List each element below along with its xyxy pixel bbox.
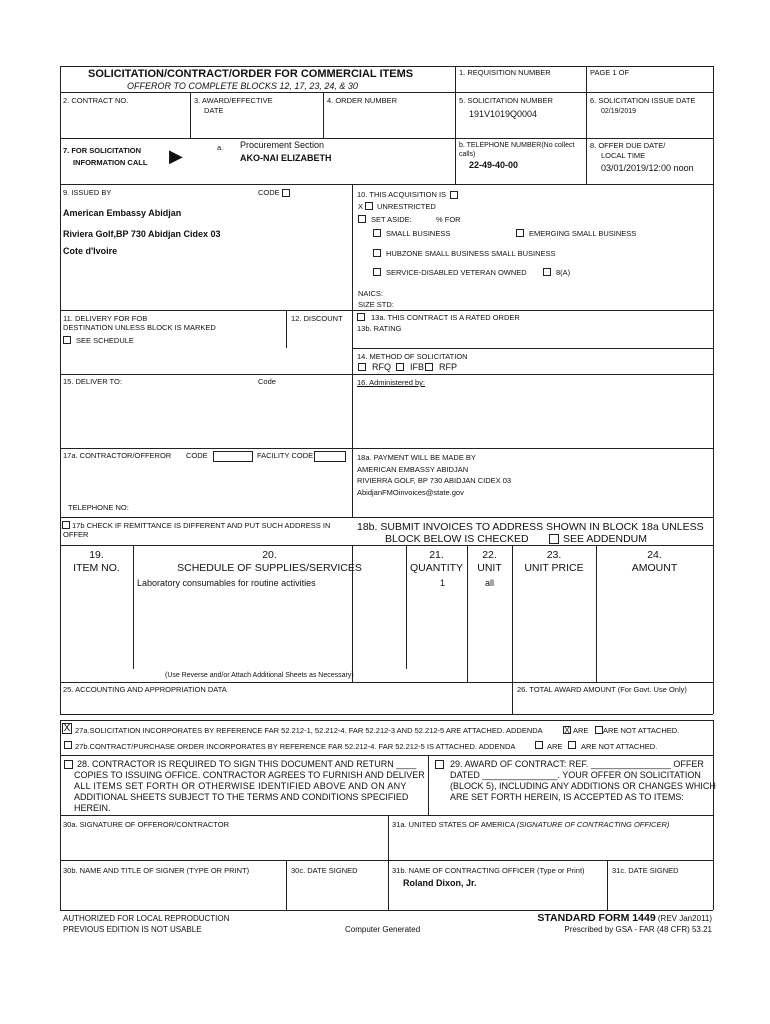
unrestricted-label: UNRESTRICTED [377,202,436,211]
29-line-4: ARE SET FORTH HEREIN, IS ACCEPTED AS TO ITEMS: [450,792,684,802]
unrestricted-mark: X [358,202,364,211]
col-22-num: 22. [482,549,497,561]
issue-date: 02/19/2019 [601,108,637,115]
size-std-label: SIZE STD: [358,300,394,309]
27a-text: 27a.SOLICITATION INCORPORATES BY REFERENCE FAR 52.212-1, 52.212-4. FAR 52.212-3 AND 52.212-5 ARE ATTACHED. ADDENDA [75,726,543,735]
27a-are-label: ARE [573,726,589,735]
27b-are-label: ARE [547,742,563,751]
unrestricted-checkbox[interactable] [365,202,373,210]
rated-order-checkbox[interactable] [357,313,365,321]
issue-date-label: 6. SOLICITATION ISSUE DATE [590,96,696,105]
award-date-label-2: DATE [204,106,224,115]
col-19-num: 19. [89,549,104,561]
form-subtitle: OFFEROR TO COMPLETE BLOCKS 12, 17, 23, 24, & 30 [127,81,358,91]
hubzone-checkbox[interactable] [373,249,381,257]
27b-text: 27b.CONTRACT/PURCHASE ORDER INCORPORATES BY REFERENCE FAR 52.212-4. FAR 52.212-5 IS ATTACHED. ADDENDA [75,742,516,751]
28-line-5: HEREIN. [74,803,111,813]
rfq-checkbox[interactable] [358,363,366,371]
31a-italic: (SIGNATURE OF CONTRACTING OFFICER) [516,820,670,829]
contractor-code-field[interactable] [213,451,253,462]
local-time-label: LOCAL TIME [601,151,646,160]
form-name-line [537,912,712,924]
col-22-label: UNIT [477,562,502,574]
see-schedule-label: SEE SCHEDULE [76,336,134,345]
col-20-label: SCHEDULE OF SUPPLIES/SERVICES [177,562,362,574]
remittance-checkbox[interactable] [62,521,70,529]
contractor-label: 17a. CONTRACTOR/OFFEROR [63,451,172,460]
contracting-officer-name: Roland Dixon, Jr. [403,878,477,888]
29-line-1: 29. AWARD OF CONTRACT: REF. ________________ OFFER [450,759,704,769]
item-quantity: 1 [439,578,445,588]
remittance-label: 17b CHECK IF REMITTANCE IS DIFFERENT AND PUT SUCH ADDRESS IN [72,521,331,530]
small-business-label: SMALL BUSINESS [386,229,451,238]
acquisition-label: 10. THIS ACQUISITION IS [357,190,447,199]
issuer-line-1: American Embassy Abidjan [63,208,182,218]
telephone-number: 22-49-40-00 [469,160,519,170]
eight-a-checkbox[interactable] [543,268,551,276]
deliver-to-label: 15. DELIVER TO: [63,377,122,386]
footer-left-2: PREVIOUS EDITION IS NOT USABLE [63,925,202,934]
30b-label: 30b. NAME AND TITLE OF SIGNER (TYPE OR PRINT) [63,866,250,875]
30c-label: 30c. DATE SIGNED [291,866,358,875]
item-description: Laboratory consumables for routine activities [137,578,316,588]
form-name: STANDARD FORM 1449 [537,912,656,924]
rated-order-label: 13a. THIS CONTRACT IS A RATED ORDER [371,313,520,322]
method-label: 14. METHOD OF SOLICITATION [357,352,468,361]
total-award-label: 26. TOTAL AWARD AMOUNT (For Govt. Use Only) [517,685,687,694]
28-line-4: ADDITIONAL SHEETS SUBJECT TO THE TERMS AND CONDITIONS SPECIFIED [74,792,409,802]
issued-by-code-label: CODE [258,188,280,197]
27a-are-checkbox[interactable]: X [564,726,570,735]
arrow-right-icon: ▶ [169,146,183,166]
form-title: SOLICITATION/CONTRACT/ORDER FOR COMMERCIAL ITEMS [88,68,414,80]
col-21-label: QUANTITY [409,562,464,574]
issued-by-label: 9. ISSUED BY [63,188,112,197]
solicitation-number: 191V1019Q0004 [469,109,538,119]
rfp-label: RFP [439,362,457,372]
submit-invoices-label: 18b. SUBMIT INVOICES TO ADDRESS SHOWN IN BLOCK 18a UNLESS [357,521,704,533]
rfp-checkbox[interactable] [425,363,433,371]
form-rev: (REV Jan2011) [655,914,712,923]
delivery-fob-label: 11. DELIVERY FOR FOB [63,314,148,323]
order-number-label: 4. ORDER NUMBER [327,96,398,105]
telephone-label: b. TELEPHONE NUMBER(No collect calls) [459,142,575,158]
discount-label: 12. DISCOUNT [291,314,343,323]
telephone-no-label: TELEPHONE NO: [68,503,129,512]
payment-email: AbidjanFMOinvoices@state.gov [357,488,464,497]
hubzone-label: HUBZONE SMALL BUSINESS SMALL BUSINESS [386,249,556,258]
prescribed-by: Prescribed by GSA - FAR (48 CFR) 53.21 [564,925,712,934]
28-line-3: ALL ITEMS SET FORTH OR OTHERWISE IDENTIFIED ABOVE AND ON ANY [74,781,407,791]
name-label: a. [217,143,224,152]
see-schedule-checkbox[interactable] [63,336,71,344]
col-24-num: 24. [647,549,662,561]
27b-not-checkbox[interactable] [568,741,576,749]
facility-code-label: FACILITY CODE [257,451,314,460]
28-line-2: COPIES TO ISSUING OFFICE. CONTRACTOR AGREES TO FURNISH AND DELIVER [74,770,425,780]
small-business-checkbox[interactable] [373,229,381,237]
30a-label: 30a. SIGNATURE OF OFFEROR/CONTRACTOR [63,820,229,829]
col-24-label: AMOUNT [631,562,678,574]
sdvosb-checkbox[interactable] [373,268,381,276]
col-19-label: ITEM NO. [73,562,120,574]
schedule-note: (Use Reverse and/or Attach Additional Sheets as Necessary) [165,672,354,679]
deliver-to-code-label: Code [258,377,276,386]
facility-code-field[interactable] [314,451,346,462]
issued-by-code-box[interactable] [282,189,290,197]
28-line-1: 28. CONTRACTOR IS REQUIRED TO SIGN THIS DOCUMENT AND RETURN ____ [77,759,417,769]
delivery-fob-label-2: DESTINATION UNLESS BLOCK IS MARKED [63,323,216,332]
rating-label: 13b. RATING [357,324,402,333]
ifb-label: IFB [410,362,425,372]
see-addendum-checkbox[interactable] [549,534,559,544]
col-20-num: 20. [262,549,277,561]
27a-not-label: ARE NOT ATTACHED. [603,726,680,735]
27b-checkbox[interactable] [64,741,72,749]
contact-section: Procurement Section [240,140,325,150]
remittance-label-2: OFFER [63,530,89,539]
27b-are-checkbox[interactable] [535,741,543,749]
col-23-label: UNIT PRICE [524,562,584,574]
administered-by-label: 16. Administered by: [357,378,425,387]
col-21-num: 21. [429,549,444,561]
acquisition-box [450,191,458,199]
issuer-line-2: Riviera Golf,BP 730 Abidjan Cidex 03 [63,229,221,239]
offer-due-label: 8. OFFER DUE DATE/ [590,141,666,150]
ifb-checkbox[interactable] [396,363,404,371]
footer-left-1: AUTHORIZED FOR LOCAL REPRODUCTION [63,914,230,923]
set-aside-checkbox[interactable] [358,215,366,223]
award-date-label: 3. AWARD/EFFECTIVE [194,96,273,105]
sdvosb-label: SERVICE-DISABLED VETERAN OWNED [386,268,527,277]
percent-for-label: % FOR [436,215,461,224]
item-unit: all [484,578,494,588]
29-line-2: DATED _______________. YOUR OFFER ON SOLICITATION [450,770,701,780]
28-checkbox[interactable] [64,760,73,769]
emerging-label: EMERGING SMALL BUSINESS [529,229,637,238]
eight-a-label: 8(A) [556,268,571,277]
offer-due-value: 03/01/2019/12:00 noon [601,163,694,173]
31a-label [392,820,669,829]
contractor-code-label: CODE [186,451,208,460]
information-call-label: INFORMATION CALL [73,158,148,167]
requisition-number-label: 1. REQUISITION NUMBER [459,68,551,77]
31a-prefix: 31a. UNITED STATES OF AMERICA [392,820,517,829]
payment-line-2: RIVIERRA GOLF, BP 730 ABIDJAN CIDEX 03 [357,476,512,485]
27b-not-label: ARE NOT ATTACHED. [581,742,658,751]
see-addendum-label: SEE ADDENDUM [563,533,648,545]
27a-checkbox[interactable]: X [63,723,71,734]
contract-no-label: 2. CONTRACT NO. [63,96,129,105]
block-below-label: BLOCK BELOW IS CHECKED [385,533,529,545]
emerging-checkbox[interactable] [516,229,524,237]
31b-label: 31b. NAME OF CONTRACTING OFFICER (Type or Print) [392,866,585,875]
27a-not-checkbox[interactable] [595,726,603,734]
footer-center: Computer Generated [345,925,421,934]
solicitation-call-label: 7. FOR SOLICITATION [63,146,142,155]
accounting-label: 25. ACCOUNTING AND APPROPRIATION DATA [63,685,227,694]
col-23-num: 23. [546,549,562,561]
contact-name: AKO-NAI ELIZABETH [240,153,332,163]
29-checkbox[interactable] [435,760,444,769]
rfq-label: RFQ [372,362,391,372]
payment-line-1: AMERICAN EMBASSY ABIDJAN [357,465,469,474]
solicitation-number-label: 5. SOLICITATION NUMBER [459,96,553,105]
page-label: PAGE 1 OF [590,68,630,77]
issuer-line-3: Cote d'Ivoire [63,246,118,256]
31c-label: 31c. DATE SIGNED [612,866,679,875]
naics-label: NAICS: [358,289,384,298]
payment-label: 18a. PAYMENT WILL BE MADE BY [357,453,476,462]
set-aside-label: SET ASIDE: [371,215,412,224]
29-line-3: (BLOCK 5), INCLUDING ANY ADDITIONS OR CHANGES WHICH [450,781,716,791]
